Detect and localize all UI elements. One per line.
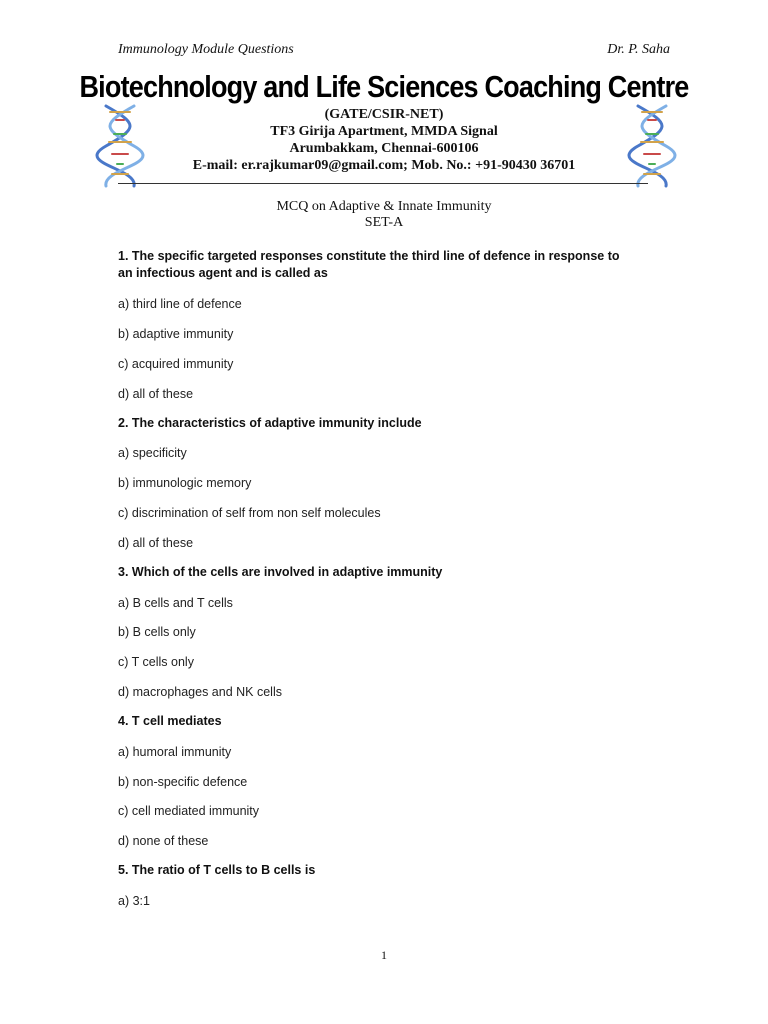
option: c) discrimination of self from non self molecules [118, 506, 381, 520]
option: c) acquired immunity [118, 357, 234, 371]
question-text: 4. T cell mediates [118, 714, 222, 728]
module-title: Immunology Module Questions [118, 42, 294, 57]
option: d) macrophages and NK cells [118, 685, 282, 699]
option: a) 3:1 [118, 894, 150, 908]
option: d) none of these [118, 834, 209, 848]
address-line-1: TF3 Girija Apartment, MMDA Signal [270, 124, 498, 139]
question-1 [118, 248, 658, 282]
set-label: SET-A [364, 215, 404, 230]
contact-line: E-mail: er.rajkumar09@gmail.com; Mob. No.: +91-90430 36701 [192, 158, 576, 173]
question-text: an infectious agent and is called as [118, 266, 328, 280]
option: a) third line of defence [118, 297, 242, 311]
option: a) B cells and T cells [118, 596, 233, 610]
running-header [118, 42, 670, 62]
option: d) all of these [118, 387, 194, 401]
question-text: 1. The specific targeted responses constitute the third line of defence in response to [118, 249, 620, 263]
option: a) specificity [118, 446, 187, 460]
option: b) immunologic memory [118, 476, 252, 490]
question-text: 3. Which of the cells are involved in adaptive immunity [118, 565, 443, 579]
question-4 [118, 713, 658, 730]
option: b) non-specific defence [118, 775, 248, 789]
question-text: 5. The ratio of T cells to B cells is [118, 863, 316, 877]
question-3 [118, 564, 658, 581]
option: c) T cells only [118, 655, 194, 669]
address-line-2: Arumbakkam, Chennai-600106 [289, 141, 479, 156]
question-text: 2. The characteristics of adaptive immunity include [118, 416, 422, 430]
option: c) cell mediated immunity [118, 804, 260, 818]
exam-line: (GATE/CSIR-NET) [324, 107, 444, 122]
question-2 [118, 415, 658, 432]
question-5 [118, 862, 658, 879]
option: d) all of these [118, 536, 194, 550]
page-number: 1 [381, 948, 387, 962]
document-title [0, 199, 768, 231]
author-name: Dr. P. Saha [607, 42, 670, 57]
centre-name: Biotechnology and Life Sciences Coaching Centre [79, 70, 689, 104]
header-divider [118, 183, 648, 184]
option: b) adaptive immunity [118, 327, 234, 341]
option: a) humoral immunity [118, 745, 232, 759]
option: b) B cells only [118, 625, 196, 639]
centre-address [0, 106, 768, 174]
title-line: MCQ on Adaptive & Innate Immunity [276, 199, 492, 214]
